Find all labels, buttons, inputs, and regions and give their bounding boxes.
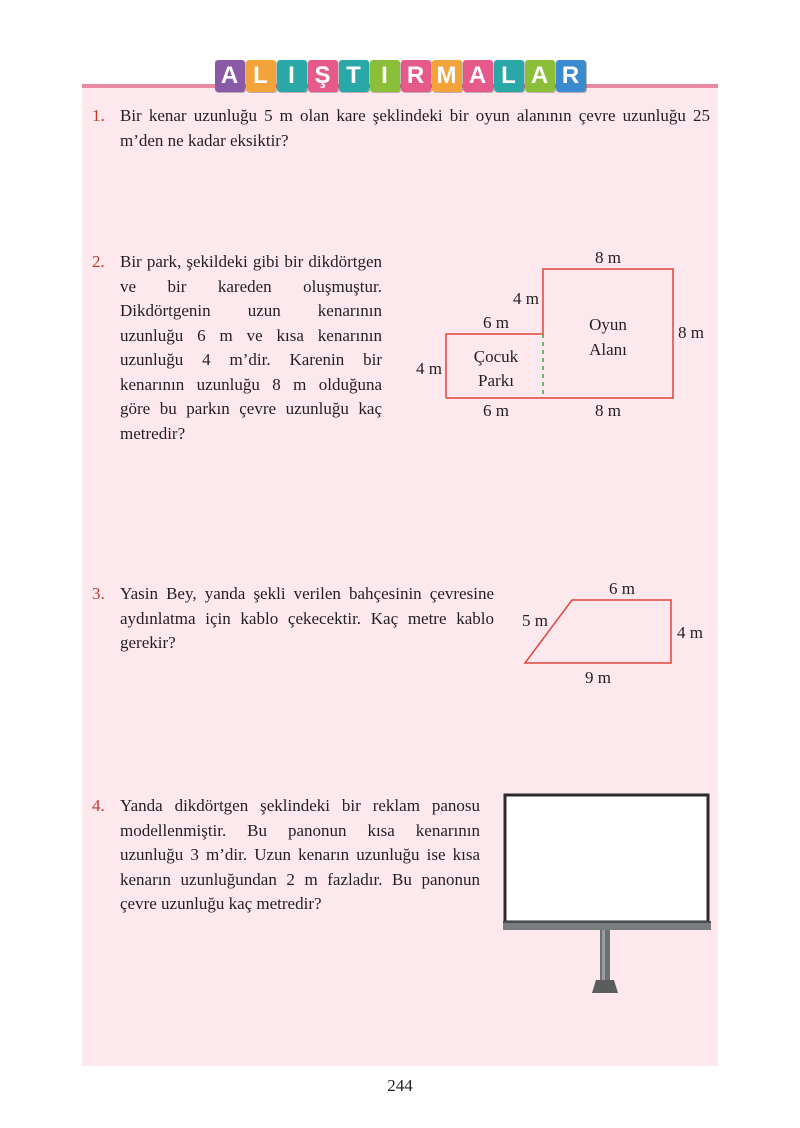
- title-letter-tile: T: [339, 60, 369, 92]
- question-number: 1.: [92, 106, 105, 125]
- label-top: 6 m: [609, 579, 635, 598]
- question-number: 4.: [92, 796, 105, 815]
- label-square-name-2: Alanı: [589, 340, 627, 359]
- title-letter-tile: L: [246, 60, 276, 92]
- label-bottom-right: 8 m: [595, 401, 621, 420]
- title-letter-tile: R: [556, 60, 586, 92]
- title-letter-tile: A: [215, 60, 245, 92]
- question-text: Bir park, şekildeki gibi bir dikdörtgen ve bir kareden oluşmuştur. Dikdörtgenin uzun kenarının uzunluğu 6 m ve kısa kenarının uzunluğu 4 m’dir. Karenin bir kenarının uzunluğu 8 m olduğuna göre bu parkın çevre uzunluğu kaç metredir?: [120, 252, 382, 443]
- title-letter-tile: R: [401, 60, 431, 92]
- label-rect-name-2: Parkı: [478, 371, 514, 390]
- label-left: 4 m: [416, 359, 442, 378]
- park-figure: [400, 240, 720, 430]
- question-text: Bir kenar uzunluğu 5 m olan kare şeklindeki bir oyun alanının çevre uzunluğu 25 m’den ne kadar eksiktir?: [120, 106, 710, 150]
- question-number: 3.: [92, 584, 105, 603]
- title-letter-tile: M: [432, 60, 462, 92]
- title-letter-tile: L: [494, 60, 524, 92]
- question-4: [92, 794, 480, 917]
- title-letter-tile: I: [370, 60, 400, 92]
- question-2: [92, 250, 382, 446]
- billboard-figure: [500, 790, 715, 1000]
- label-bottom: 9 m: [585, 668, 611, 687]
- label-square-name-1: Oyun: [589, 315, 627, 334]
- label-top: 8 m: [595, 248, 621, 267]
- question-text: Yanda dikdörtgen şeklindeki bir reklam panosu modellenmiştir. Bu panonun kısa kenarının uzunluğu 3 m’dir. Uzun kenarın uzunluğu ise kısa kenarın uzunluğundan 2 m fazladır. Bu panonun çevre uzunluğu kaç metredir?: [120, 796, 480, 913]
- label-slant: 5 m: [522, 611, 548, 630]
- title-letter-tile: Ş: [308, 60, 338, 92]
- title-letter-tile: I: [277, 60, 307, 92]
- page-number: 244: [387, 1076, 413, 1095]
- garden-figure: [510, 575, 720, 690]
- label-right: 8 m: [678, 323, 704, 342]
- label-rect-name-1: Çocuk: [473, 347, 519, 366]
- title-letter-tile: A: [525, 60, 555, 92]
- label-bottom-left: 6 m: [483, 401, 509, 420]
- question-1: [92, 104, 710, 153]
- label-rect-top: 6 m: [483, 313, 509, 332]
- label-square-left: 4 m: [513, 289, 539, 308]
- title-letter-tile: A: [463, 60, 493, 92]
- question-text: Yasin Bey, yanda şekli verilen bahçesinin çevresine aydınlatma için kablo çekecektir. Kaç metre kablo gerekir?: [120, 584, 494, 652]
- section-title: [0, 60, 800, 96]
- label-right: 4 m: [677, 623, 703, 642]
- question-3: [92, 582, 494, 656]
- question-number: 2.: [92, 252, 105, 271]
